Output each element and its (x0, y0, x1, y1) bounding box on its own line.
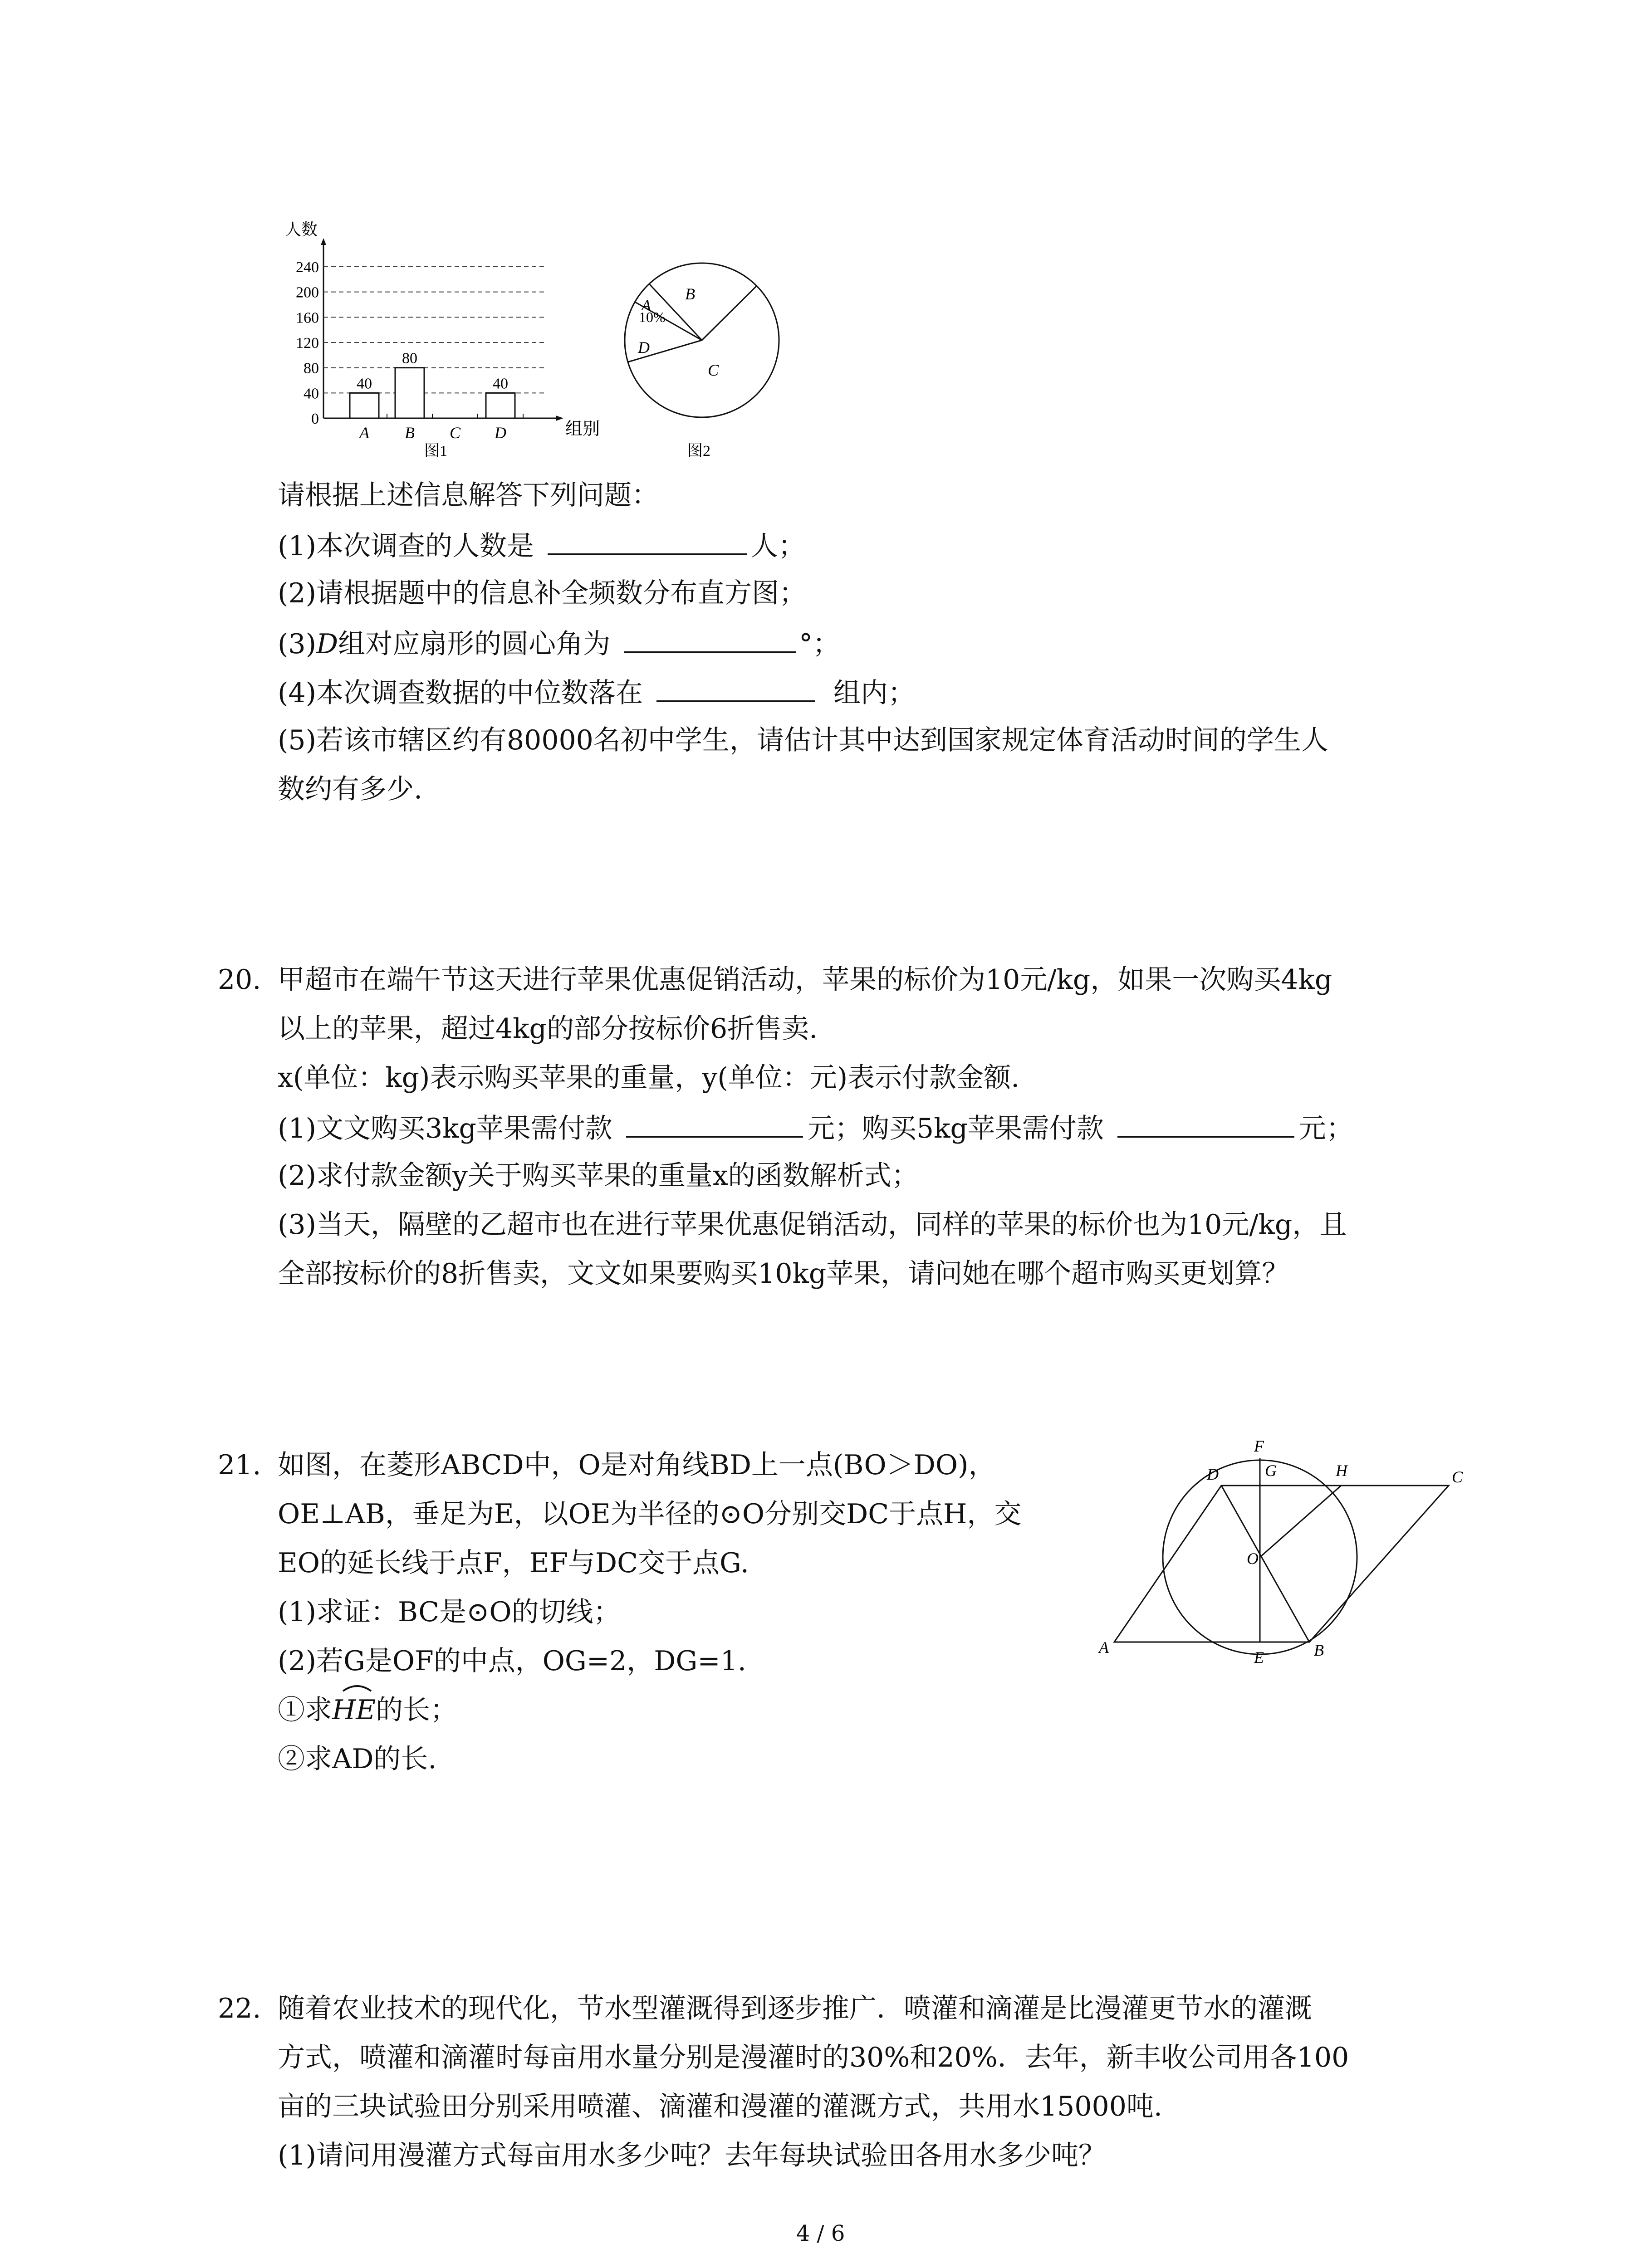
q22-stem-2: 方式，喷灌和滴灌时每亩用水量分别是漫灌时的30%和20%．去年，新丰收公司用各100 (278, 2042, 1349, 2073)
figure-1-bar-chart (254, 213, 617, 476)
bar-data-label: 80 (402, 350, 417, 367)
bar-a (350, 393, 379, 418)
q22-part1: (1)请问用漫灌方式每亩用水多少吨？去年每块试验田各用水多少吨？ (278, 2140, 1106, 2171)
figure-2-caption: 图2 (687, 443, 710, 459)
q19-part5-cont: 数约有多少. (278, 773, 423, 805)
y-tick-label: 40 (304, 385, 319, 402)
q21-geometry-figure (1089, 1420, 1465, 1692)
pie-label-a: A (642, 297, 651, 314)
y-axis-label: 人数 (285, 220, 318, 239)
pie-label-c: C (708, 361, 719, 379)
answer-blank[interactable] (1117, 1109, 1294, 1138)
pie-label-b: B (685, 285, 695, 303)
x-tick-label: C (449, 424, 461, 442)
y-tick-label: 80 (304, 360, 319, 377)
y-tick-label: 0 (311, 411, 319, 427)
q19-part2: (2)请根据题中的信息补全频数分布直方图； (278, 577, 806, 609)
q22-stem-1: 随着农业技术的现代化，节水型灌溉得到逐步推广．喷灌和滴灌是比漫灌更节水的灌溉 (278, 1993, 1312, 2024)
point-b: B (1314, 1641, 1324, 1659)
q20-stem-2: 以上的苹果，超过4kg的部分按标价6折售卖. (278, 1013, 818, 1045)
q20-stem-1: 甲超市在端午节这天进行苹果优惠促销活动，苹果的标价为10元/kg，如果一次购买4kg (278, 964, 1332, 996)
q19-part3: (3)D组对应扇形的圆心角为 °； (278, 624, 840, 662)
answer-blank[interactable] (548, 526, 747, 555)
q20-part3-cont: 全部按标价的8折售卖，文文如果要购买10kg苹果，请问她在哪个超市购买更划算？ (278, 1258, 1289, 1290)
point-c: C (1452, 1468, 1463, 1486)
y-tick-label: 200 (296, 284, 319, 301)
q19-part5: (5)若该市辖区约有80000名初中学生，请估计其中达到国家规定体育活动时间的学生人 (278, 724, 1328, 756)
y-tick-label: 160 (296, 309, 319, 327)
q19-intro: 请根据上述信息解答下列问题： (278, 479, 659, 511)
x-axis-label: 组别 (565, 420, 600, 439)
q20-stem-3: x(单位：kg)表示购买苹果的重量，y(单位：元)表示付款金额. (278, 1062, 1020, 1094)
q20-part2: (2)求付款金额y关于购买苹果的重量x的函数解析式； (278, 1160, 919, 1192)
x-tick-label: D (495, 424, 506, 442)
pie-label-pct: 10% (639, 309, 666, 325)
point-a: A (1099, 1638, 1109, 1657)
q22-stem-3: 亩的三块试验田分别采用喷灌、滴灌和漫灌的灌溉方式，共用水15000吨. (278, 2091, 1162, 2122)
diagonal-bd (1221, 1486, 1309, 1642)
y-tick-label: 240 (296, 259, 319, 276)
bar-d (486, 393, 515, 418)
page-number: 4 / 6 (796, 2221, 845, 2246)
answer-blank[interactable] (656, 673, 815, 702)
rhombus-abcd (1114, 1486, 1449, 1642)
q21-sub2: ②求AD的长. (278, 1743, 437, 1775)
q21-stem-1: 如图，在菱形ABCD中，O是对角线BD上一点(BO＞DO)， (278, 1449, 996, 1481)
q21-part2: (2)若G是OF的中点，OG=2，DG=1. (278, 1645, 746, 1677)
answer-blank[interactable] (626, 1109, 803, 1138)
bar-data-label: 40 (357, 375, 372, 392)
answer-blank[interactable] (624, 624, 796, 653)
q21-part1: (1)求证：BC是⊙O的切线； (278, 1596, 621, 1628)
q19-part4: (4)本次调查数据的中位数落在 组内； (278, 673, 915, 711)
point-d: D (1207, 1465, 1219, 1483)
q19-part1: (1)本次调查的人数是 人； (278, 526, 805, 564)
q21-stem-2: OE⊥AB，垂足为E，以OE为半径的⊙O分别交DC于点H，交 (278, 1498, 1022, 1530)
q20-part1: (1)文文购买3kg苹果需付款 元；购买5kg苹果需付款 元； (278, 1109, 1353, 1147)
arc-he: HE (332, 1692, 376, 1728)
figure-1-caption: 图1 (424, 443, 447, 459)
x-tick-label: A (359, 424, 369, 442)
segment-oh (1260, 1486, 1341, 1557)
q21-number: 21. (218, 1449, 261, 1481)
q20-number: 20. (218, 964, 261, 996)
q20-part3: (3)当天，隔壁的乙超市也在进行苹果优惠促销活动，同样的苹果的标价也为10元/kg，且 (278, 1209, 1347, 1241)
pie-slice-boundary (702, 286, 757, 340)
point-e: E (1254, 1648, 1264, 1667)
q21-sub1: ①求 HE的长； (278, 1692, 457, 1728)
point-g: G (1265, 1461, 1277, 1480)
q22-number: 22. (218, 1993, 261, 2024)
bar-b (395, 368, 424, 418)
point-o: O (1247, 1549, 1259, 1568)
q21-stem-3: EO的延长线于点F，EF与DC交于点G. (278, 1547, 749, 1579)
point-h: H (1336, 1461, 1347, 1480)
bar-data-label: 40 (493, 375, 508, 392)
point-f: F (1254, 1437, 1264, 1455)
y-tick-label: 120 (296, 335, 319, 352)
figure-2-pie-chart (617, 254, 798, 472)
x-tick-label: B (405, 424, 415, 442)
pie-label-d: D (638, 338, 650, 357)
